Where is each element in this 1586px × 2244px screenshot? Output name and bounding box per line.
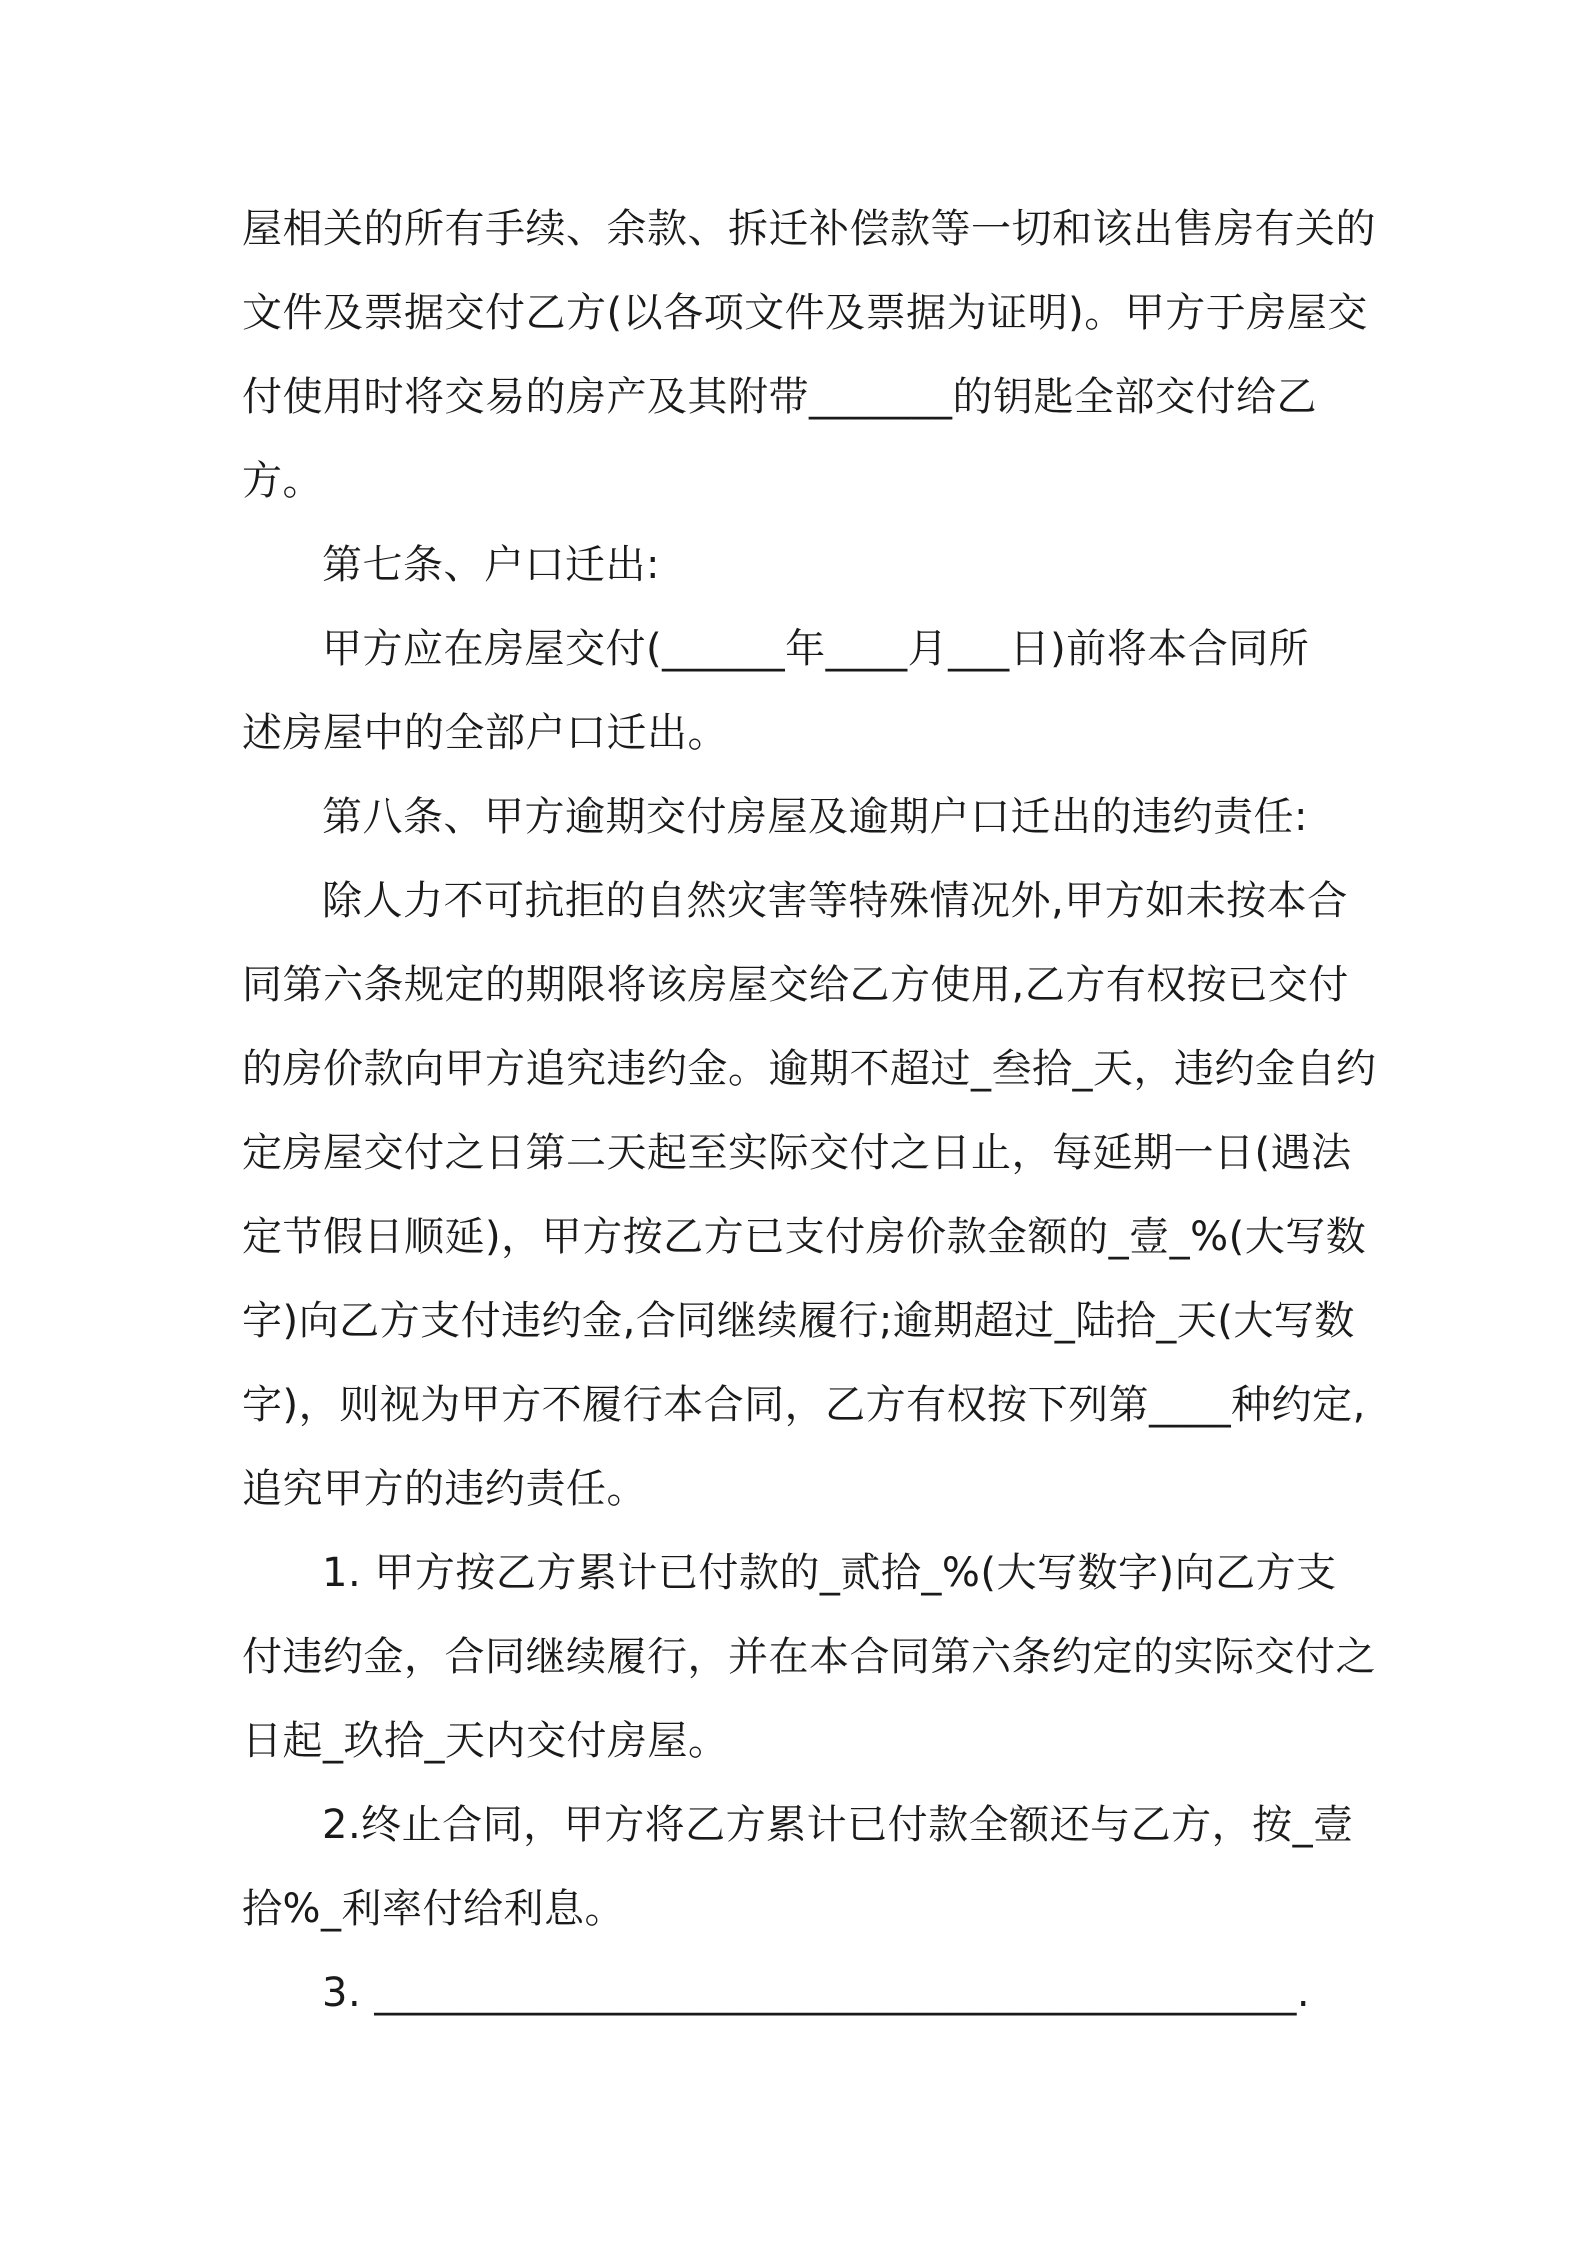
paragraph-line: 同第六条规定的期限将该房屋交给乙方使用,乙方有权按已交付 [242, 962, 1349, 1008]
paragraph-line: 追究甲方的违约责任。 [242, 1466, 647, 1512]
list-item-1: 1. 甲方按乙方累计已付款的_贰拾_%(大写数字)向乙方支 [322, 1550, 1337, 1596]
paragraph-line: 字)，则视为甲方不履行本合同，乙方有权按下列第____种约定, [242, 1382, 1366, 1428]
paragraph-line: 付使用时将交易的房产及其附带_______的钥匙全部交付给乙 [242, 374, 1317, 420]
list-item-3: 3. _____________________________________________. [322, 1970, 1311, 2016]
paragraph-line: 述房屋中的全部户口迁出。 [242, 710, 728, 756]
paragraph-line: 定房屋交付之日第二天起至实际交付之日止，每延期一日(遇法 [242, 1130, 1352, 1176]
paragraph-line: 定节假日顺延)，甲方按乙方已支付房价款金额的_壹_%(大写数 [242, 1214, 1367, 1260]
paragraph-line: 方。 [242, 458, 323, 504]
paragraph-line: 付违约金，合同继续履行，并在本合同第六条约定的实际交付之 [242, 1634, 1376, 1680]
paragraph-line: 日起_玖拾_天内交付房屋。 [242, 1718, 729, 1764]
paragraph-line: 字)向乙方支付违约金,合同继续履行;逾期超过_陆拾_天(大写数 [242, 1298, 1355, 1344]
paragraph-line: 的房价款向甲方追究违约金。逾期不超过_叁拾_天，违约金自约 [242, 1046, 1377, 1092]
paragraph-line: 除人力不可抗拒的自然灾害等特殊情况外,甲方如未按本合 [322, 878, 1348, 924]
paragraph-line: 甲方应在房屋交付(______年____月___日)前将本合同所 [322, 626, 1310, 672]
paragraph-line: 文件及票据交付乙方(以各项文件及票据为证明)。甲方于房屋交 [242, 290, 1368, 336]
article-heading-8: 第八条、甲方逾期交付房屋及逾期户口迁出的违约责任: [322, 794, 1308, 840]
paragraph-line: 屋相关的所有手续、余款、拆迁补偿款等一切和该出售房有关的 [242, 206, 1376, 252]
list-item-2: 2.终止合同，甲方将乙方累计已付款全额还与乙方，按_壹 [322, 1802, 1354, 1848]
paragraph-line: 拾%_利率付给利息。 [242, 1886, 626, 1932]
article-heading-7: 第七条、户口迁出: [322, 542, 660, 588]
